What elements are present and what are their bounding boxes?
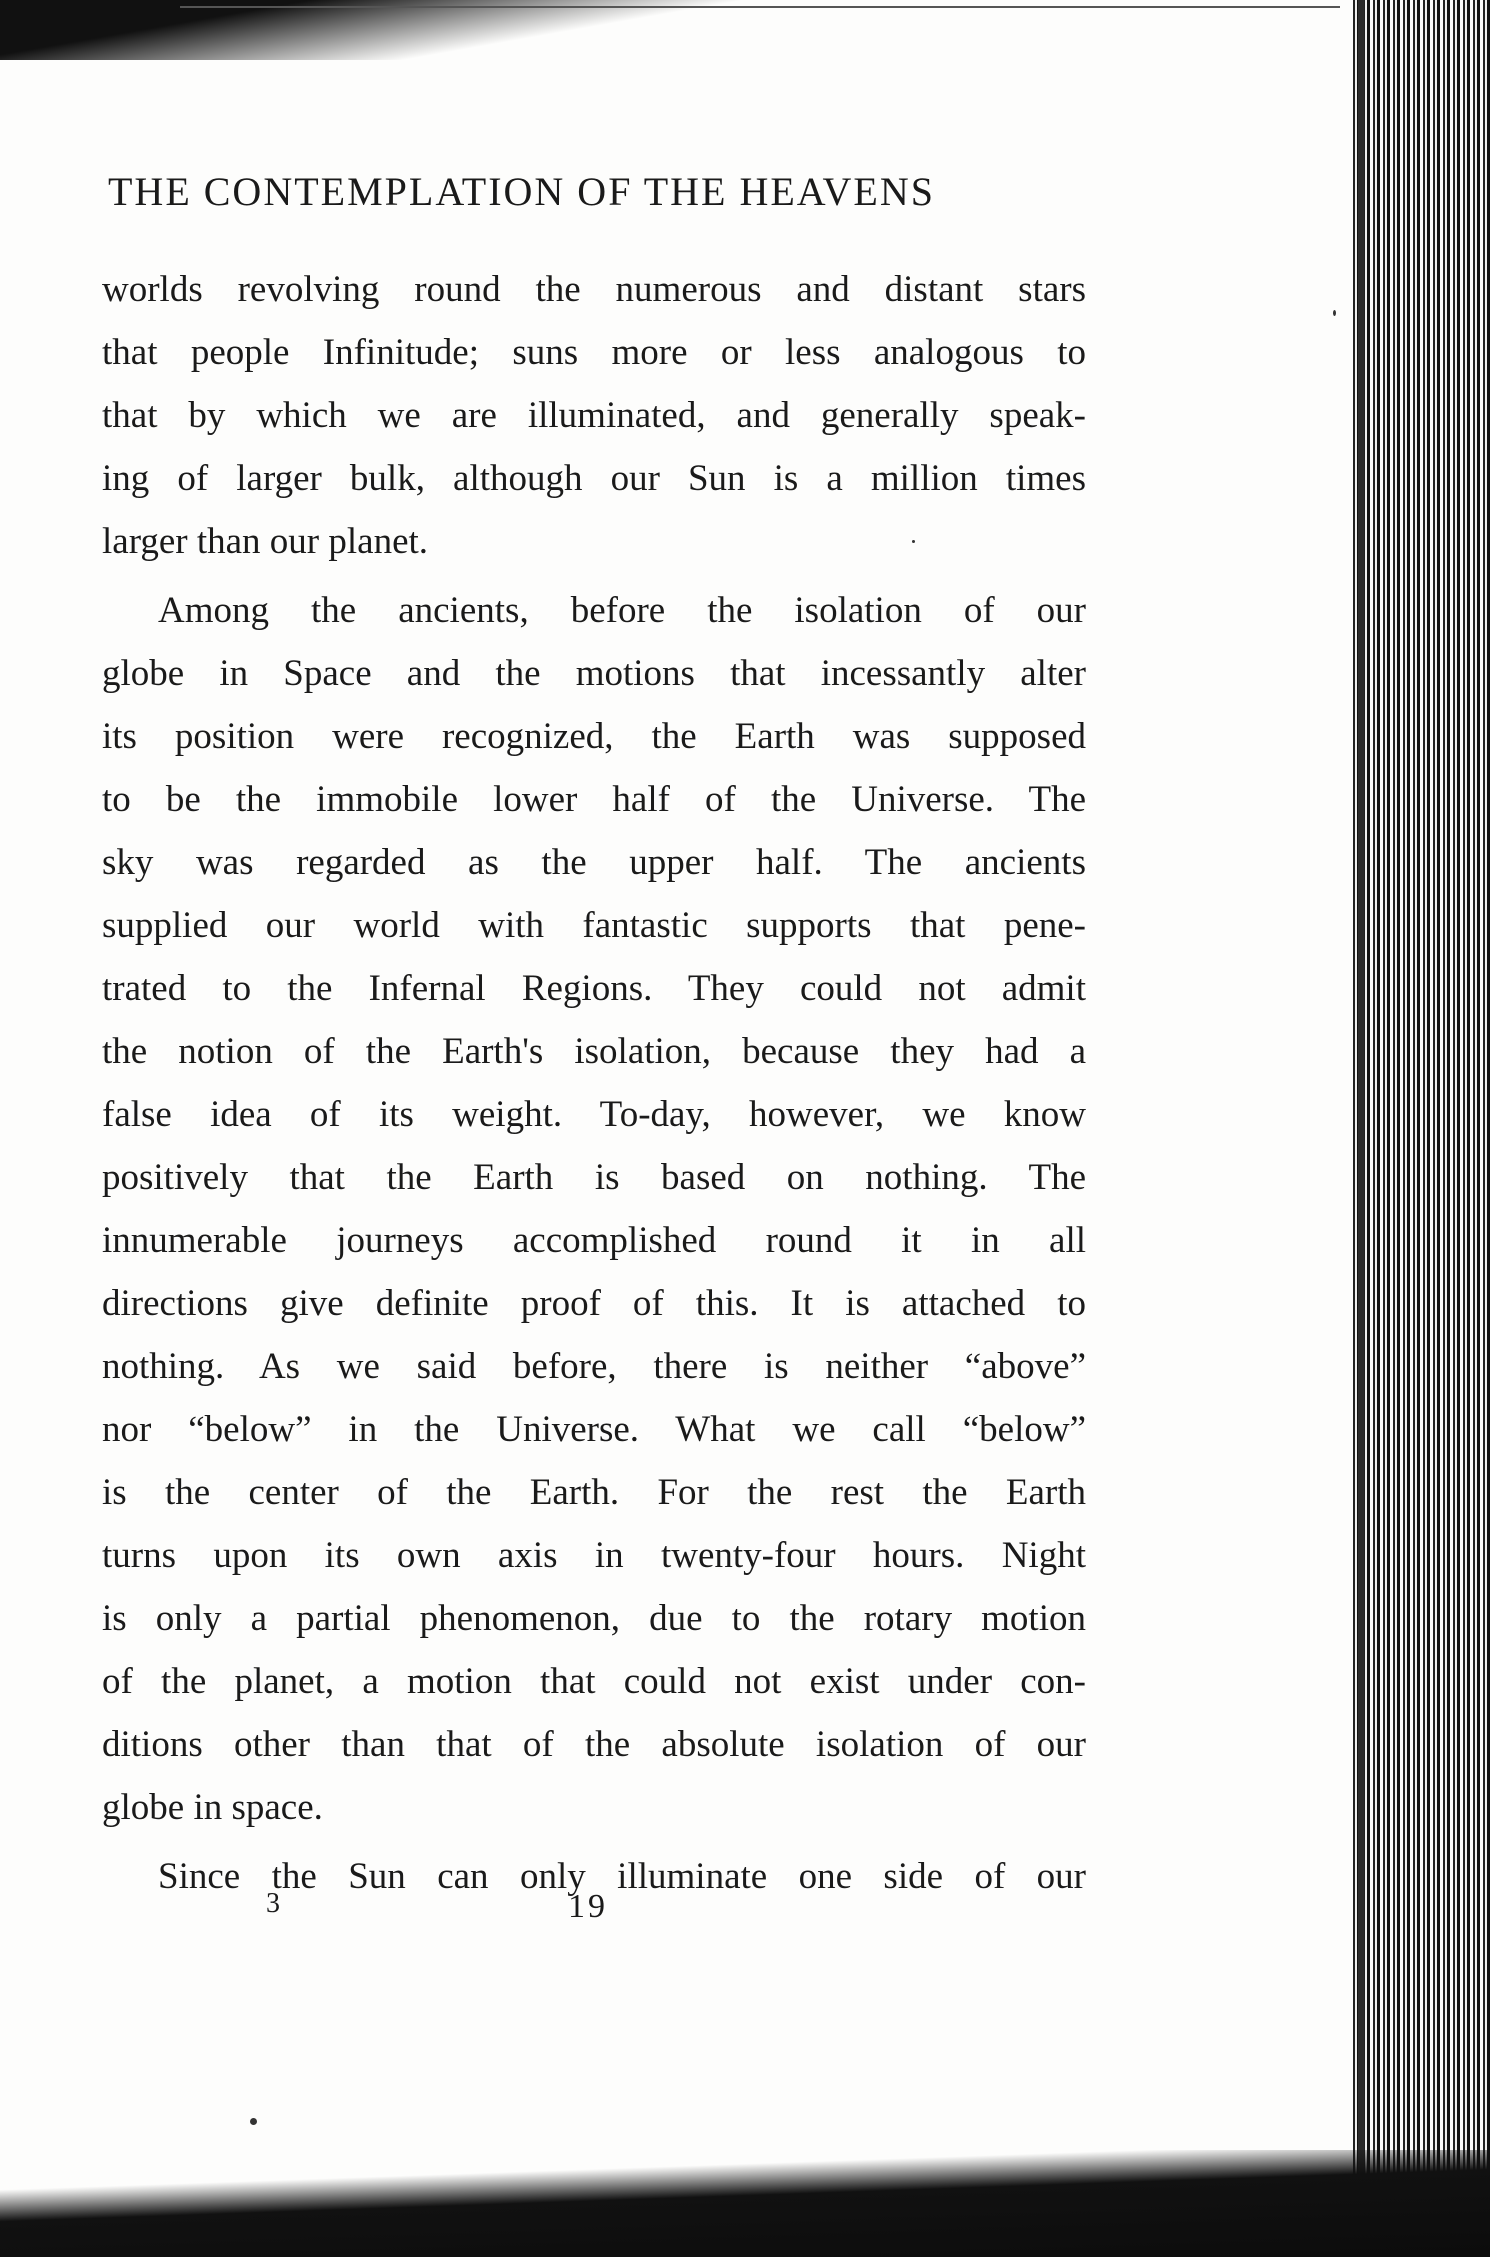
text-line: nor “below” in the Universe. What we call “below” (102, 1409, 1086, 1450)
text-line: Since the Sun can only illuminate one side of our (158, 1856, 1086, 1897)
text-line: directions give definite proof of this. It is attached to (102, 1283, 1086, 1324)
text-line: nothing. As we said before, there is neither “above” (102, 1346, 1086, 1387)
text-line: of the planet, a motion that could not exist under con- (102, 1661, 1086, 1702)
text-line: its position were recognized, the Earth was supposed (102, 716, 1086, 757)
text-line: sky was regarded as the upper half. The ancients (102, 842, 1086, 883)
text-line: ing of larger bulk, although our Sun is a million times (102, 458, 1086, 499)
top-shadow (0, 0, 900, 60)
text-line: supplied our world with fantastic supports that pene- (102, 905, 1086, 946)
running-head-text: THE CONTEMPLATION OF THE HEAVENS (108, 169, 935, 214)
signature-mark: 3 (266, 1888, 280, 1919)
text-line: globe in Space and the motions that incessantly alter (102, 653, 1086, 694)
text-line: innumerable journeys accomplished round it in all (102, 1220, 1086, 1261)
ink-speck (1333, 310, 1336, 316)
text-line: worlds revolving round the numerous and distant stars (102, 269, 1086, 310)
text-line: is the center of the Earth. For the rest the Earth (102, 1472, 1086, 1513)
text-line: positively that the Earth is based on nothing. The (102, 1157, 1086, 1198)
text-line: to be the immobile lower half of the Universe. The (102, 779, 1086, 820)
ink-speck (250, 2118, 257, 2125)
page-edge-line (1358, 0, 1364, 2257)
top-rule (180, 6, 1340, 8)
page-stack-edge (1350, 0, 1490, 2257)
text-line: Among the ancients, before the isolation of our (158, 590, 1086, 631)
text-line: trated to the Infernal Regions. They could not admit (102, 968, 1086, 1009)
text-line: larger than our planet. (102, 521, 429, 562)
text-line: that by which we are illuminated, and generally speak- (102, 395, 1086, 436)
text-line: ditions other than that of the absolute isolation of our (102, 1724, 1086, 1765)
text-line: globe in space. (102, 1787, 323, 1828)
text-line: false idea of its weight. To-day, however, we know (102, 1094, 1086, 1135)
text-line: turns upon its own axis in twenty-four hours. Night (102, 1535, 1086, 1576)
page-number: 19 (568, 1888, 608, 1925)
text-line: is only a partial phenomenon, due to the rotary motion (102, 1598, 1086, 1639)
text-line: the notion of the Earth's isolation, because they had a (102, 1031, 1086, 1072)
text-line: that people Infinitude; suns more or less analogous to (102, 332, 1086, 373)
running-head (108, 168, 1088, 215)
bottom-shadow (0, 2150, 1490, 2257)
ink-speck (912, 540, 915, 543)
body-text (102, 258, 1086, 1908)
